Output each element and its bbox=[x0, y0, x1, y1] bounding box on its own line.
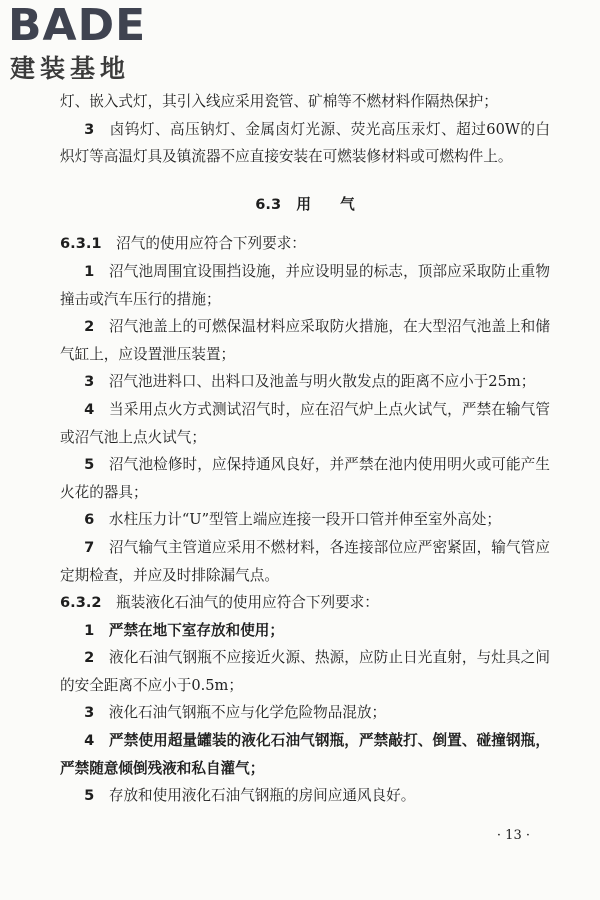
item-number: 4 bbox=[84, 732, 95, 750]
item-text: 沼气输气主管道应采用不燃材料，各连接部位应严密紧固，输气管应定期检查，并应及时排除漏气点。 bbox=[60, 538, 550, 584]
item-text: 液化石油气钢瓶不应接近火源、热源，应防止日光直射，与灶具之间的安全距离不应小于0.5m； bbox=[60, 649, 550, 694]
section-heading bbox=[60, 191, 550, 219]
item-text: 沼气池周围宜设围挡设施，并应设明显的标志，顶部应采取防止重物撞击或汽车压行的措施； bbox=[60, 262, 550, 308]
list-item bbox=[60, 451, 550, 506]
item-number: 5 bbox=[84, 456, 95, 474]
item-number: 2 bbox=[84, 318, 95, 336]
item-text: 沼气池进料口、出料口及池盖与明火散发点的距离不应小于25m； bbox=[108, 373, 536, 391]
item-text: 存放和使用液化石油气钢瓶的房间应通风良好。 bbox=[108, 787, 416, 805]
item-text: 沼气池检修时，应保持通风良好，并严禁在池内使用明火或可能产生火花的器具； bbox=[60, 456, 550, 501]
clause-text: 瓶装液化石油气的使用应符合下列要求： bbox=[116, 594, 379, 612]
section-title: 用 气 bbox=[296, 195, 355, 213]
item-number: 1 bbox=[84, 262, 95, 280]
bade-logo bbox=[8, 0, 178, 86]
list-item bbox=[60, 313, 550, 368]
item-text: 严禁使用超量罐装的液化石油气钢瓶，严禁敲打、倒置、碰撞钢瓶，严禁随意倾倒残液和私自灌气； bbox=[60, 732, 550, 777]
section-number: 6.3 bbox=[255, 195, 282, 213]
item-number: 4 bbox=[84, 400, 95, 418]
list-item bbox=[60, 782, 550, 810]
list-item bbox=[60, 506, 550, 534]
logo-wordmark: BADE bbox=[8, 0, 147, 51]
clause-number: 6.3.1 bbox=[60, 235, 102, 253]
list-item bbox=[60, 534, 550, 589]
clause-heading bbox=[60, 230, 550, 258]
item-number: 5 bbox=[84, 787, 95, 805]
logo-subtitle: 建装基地 bbox=[10, 54, 131, 83]
item-text: 水柱压力计“U”型管上端应连接一段开口管并伸至室外高处； bbox=[108, 511, 501, 529]
item-text: 严禁在地下室存放和使用； bbox=[108, 621, 284, 639]
clause-heading bbox=[60, 589, 550, 617]
page-number: · 13 · bbox=[496, 828, 530, 843]
list-item bbox=[60, 699, 550, 727]
continuation-paragraph: 灯、嵌入式灯，其引入线应采用瓷管、矿棉等不燃材料作隔热保护； bbox=[60, 93, 498, 110]
list-item bbox=[60, 116, 550, 171]
item-text: 液化石油气钢瓶不应与化学危险物品混放； bbox=[108, 704, 387, 722]
document-body bbox=[60, 88, 550, 810]
item-number: 3 bbox=[84, 120, 95, 138]
item-number: 3 bbox=[84, 373, 95, 391]
item-number: 2 bbox=[84, 649, 95, 667]
item-number: 6 bbox=[84, 511, 95, 529]
item-number: 7 bbox=[84, 538, 95, 556]
list-item-mandatory bbox=[60, 617, 550, 645]
list-item-mandatory bbox=[60, 727, 550, 782]
item-text: 卤钨灯、高压钠灯、金属卤灯光源、荧光高压汞灯、超过60W的白炽灯等高温灯具及镇流器不应直接安装在可燃装修材料或可燃构件上。 bbox=[60, 120, 550, 166]
item-number: 3 bbox=[84, 704, 95, 722]
item-text: 沼气池盖上的可燃保温材料应采取防火措施，在大型沼气池盖上和储气缸上，应设置泄压装置； bbox=[60, 318, 550, 363]
list-item bbox=[60, 368, 550, 396]
item-text: 当采用点火方式测试沼气时，应在沼气炉上点火试气，严禁在输气管或沼气池上点火试气； bbox=[60, 400, 550, 446]
list-item bbox=[60, 396, 550, 451]
item-number: 1 bbox=[84, 621, 95, 639]
clause-text: 沼气的使用应符合下列要求： bbox=[116, 235, 306, 253]
clause-number: 6.3.2 bbox=[60, 594, 102, 612]
list-item bbox=[60, 644, 550, 699]
list-item bbox=[60, 258, 550, 313]
